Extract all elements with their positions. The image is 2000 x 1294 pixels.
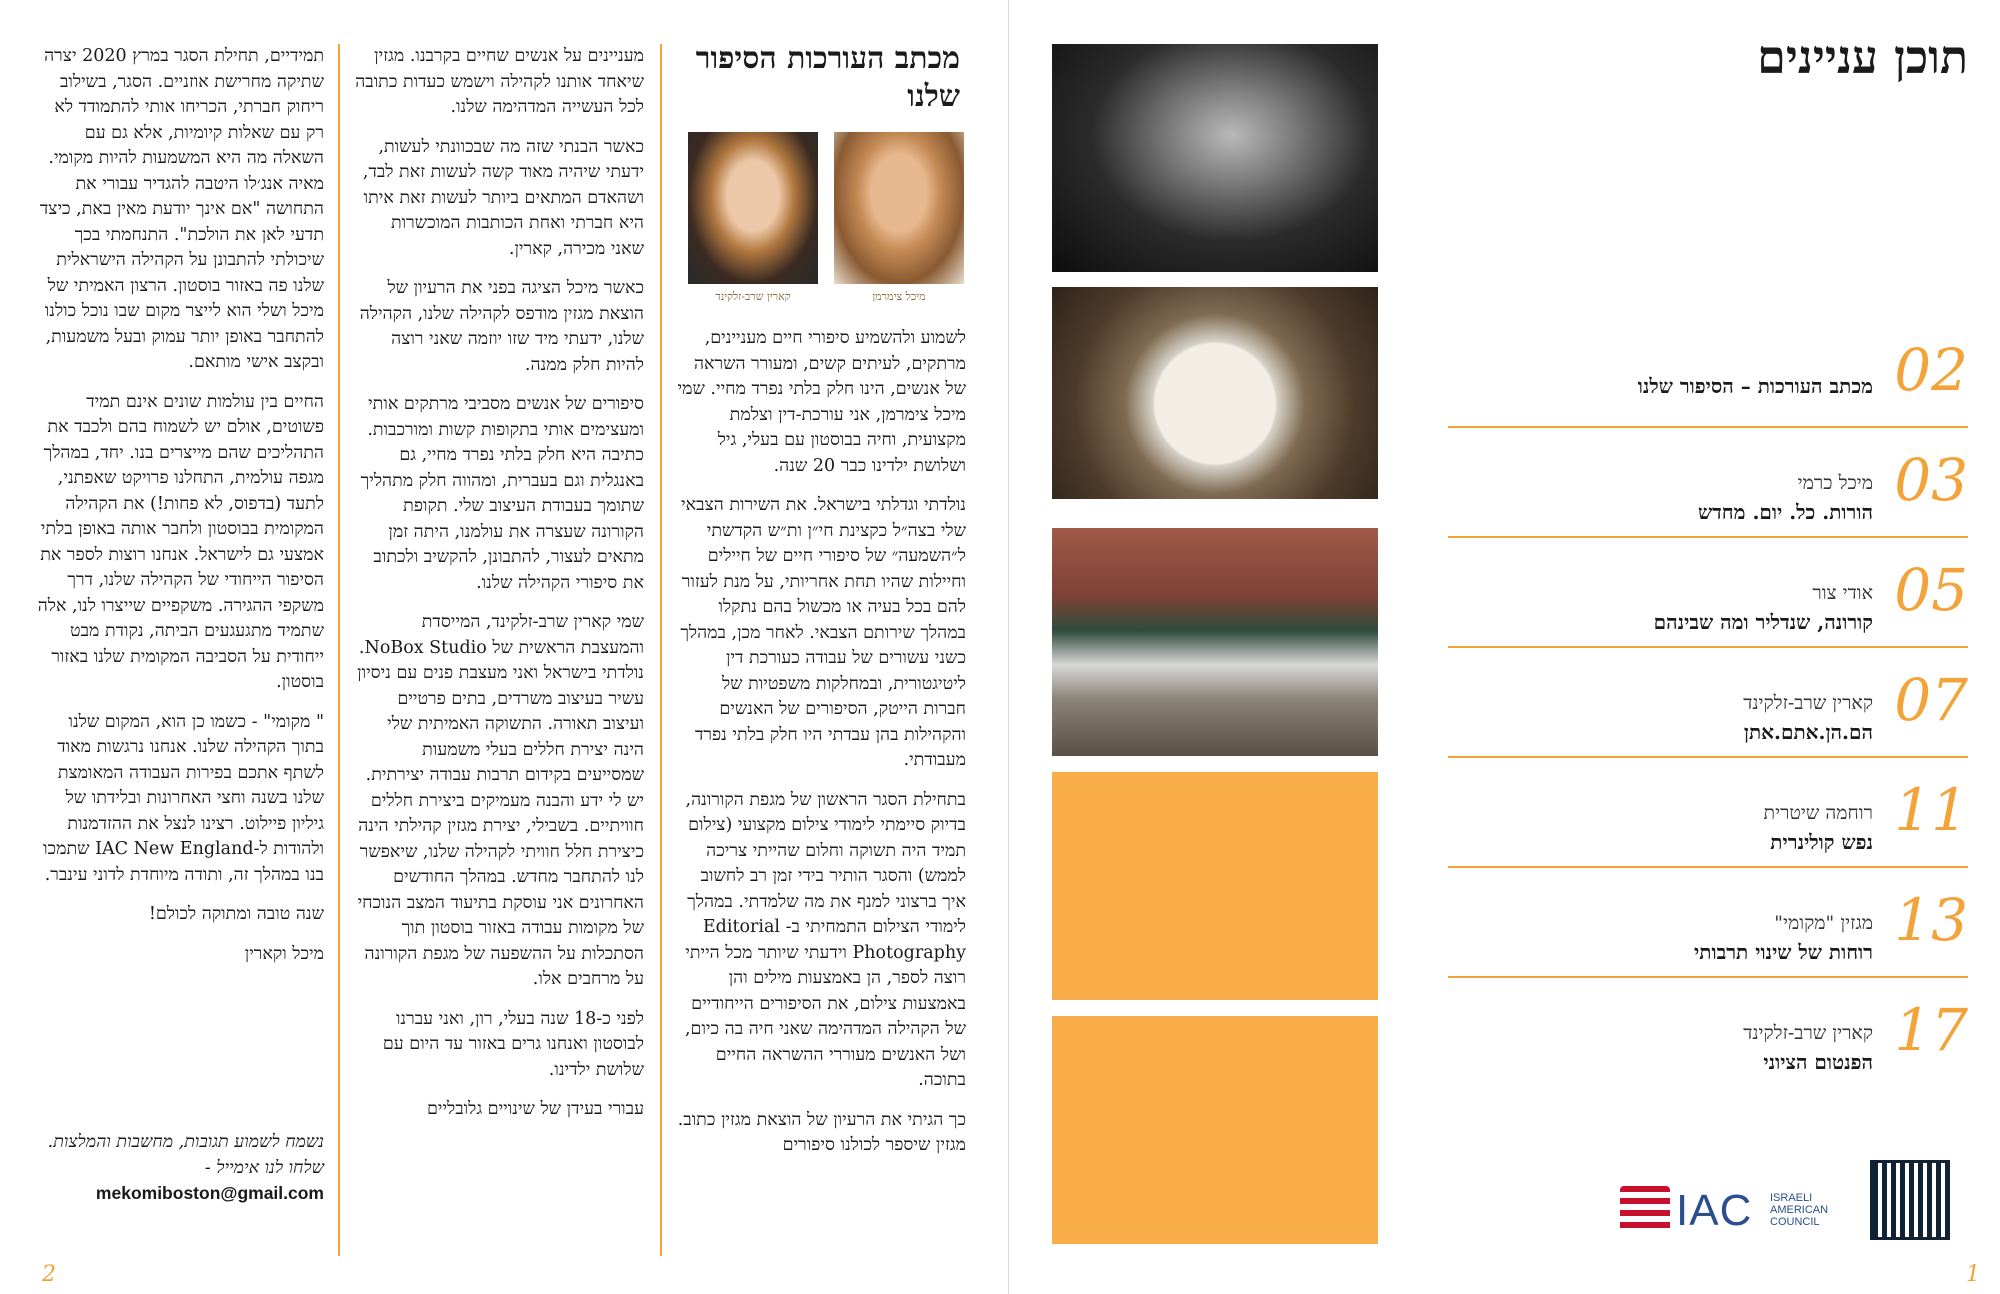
paragraph: בתחילת הסגר הראשון של מגפת הקורונה, בדיוק סיימתי לימודי צילום מקצועי (צילום תמיד היה תשוקה וחלום שהייתי צריכה לממש) והסגר הותיר בידי זמן רב לחשוב איך ברצוני למנף את מה שלמדתי. במהלך לימודי הצילום התמחיתי ב- Editorial Photography וידעתי שיותר מכל הייתי רוצה לספר, הן באמצעות מילים והן באמצעות צילום, את הסיפורים הייחודיים של הקהילה המדהימה שאני חיה בה כיום, ושל האנשים מעוררי ההשראה החיים בתוכה. — [684, 789, 966, 1090]
iac-logo: IAC ISRAELI AMERICAN COUNCIL — [1620, 1180, 1830, 1240]
feedback-note — [34, 1130, 324, 1207]
paragraph: נולדתי וגדלתי בישראל. את השירות הצבאי שלי בצה״ל כקצינת חי״ן ות״ש הקדשתי ל״השמעה״ של סיפורי חיים של חיילים וחיילות שהיו תחת אחריותי, על מנת לעזור להם בכל בעיה או מכשול בהם נתקלו במהלך שירותם הצבאי. לאחר מכן, במהלך כשני עשורים של עבודה כעורכת דין ליטיגטורית, ובמחלקות משפטיות של חברות הייטק, הסיפורים של האנשים והקהילות בהן עבדתי היו חלק בלתי נפרד מעבודתי. — [680, 495, 966, 770]
feedback-text: נשמח לשמוע תגובות, מחשבות והמלצות. שלחו לנו אימייל - — [47, 1132, 324, 1178]
toc-article-title: הורות. כל. יום. מחדש — [1698, 500, 1873, 524]
paragraph: מעניינים על אנשים שחיים בקרבנו. מגזין שיאחד אותנו לקהילה וישמש כעדות כתובה לכל העשייה המדהימה שלנו. — [355, 46, 644, 117]
toc-item[interactable] — [1448, 428, 1968, 538]
paragraph: עבורי בעידן של שינויים גלובליים — [426, 1099, 644, 1119]
toc-item[interactable] — [1448, 758, 1968, 868]
column-rule — [338, 44, 340, 1256]
editor-photo-michal — [834, 132, 964, 284]
toc-item[interactable] — [1448, 648, 1968, 758]
toc-title: תוכן עניינים — [1757, 30, 1968, 84]
paragraph: תמידיים, תחילת הסגר במרץ 2020 יצרה שתיקה מחרישת אוזניים. הסגר, בשילוב ריחוק חברתי, הכריחו אותי להתמודד לא רק עם שאלות קיומיות, אלא גם עם השאלה מה היא המשמעות להיות מקומי. מאיה אנג׳לו היטבה להגדיר עבורי את התחושה "אם אינך יודעת מאין באת, כיצד תדעי לאן את הולכת". התנחמתי בכך שיכולתי להתבונן על הקהילה הישראלית שלנו פה באזור בוסטון. הרצון האמיתי של מיכל ושלי הוא לייצר מקום שבו נוכל כולנו להתחבר באופן יותר עמוק ובעל משמעות, ובקצב אישי מותאם. — [39, 46, 324, 372]
toc-author: קארין שרב-זלקינד — [1743, 1022, 1873, 1044]
toc-page-number: 11 — [1894, 776, 1968, 844]
letter-title: מכתב העורכות הסיפור שלנו — [695, 41, 960, 114]
page-spine — [1008, 0, 1009, 1294]
toc-article-title: נפש קולינרית — [1770, 830, 1873, 854]
toc-page-number: 03 — [1894, 446, 1968, 514]
paragraph: סיפורים של אנשים מסביבי מרתקים אותי ומעצימים אותי בתקופות קשות ומורכבות. כתיבה היא חלק בלתי נפרד מחיי, גם באנגלית וגם בעברית, ומהווה חלק מתהליך שתומך בעבודת העיצוב שלי. תקופת הקורונה שעצרה את עולמנו, היתה זמן מתאים לעצור, להתבונן, להקשיב ולכתוב את סיפורי הקהילה שלנו. — [360, 394, 644, 593]
qr-code-icon[interactable] — [1870, 1160, 1950, 1240]
letter-column-2 — [354, 44, 644, 1137]
flag-icon — [1620, 1186, 1670, 1234]
letter-column-1 — [676, 326, 966, 1173]
food-photo — [1052, 287, 1378, 499]
paragraph: שנה טובה ומתוקה לכולם! — [148, 904, 324, 924]
paragraph: לשמוע ולהשמיע סיפורי חיים מעניינים, מרתקים, לעיתים קשים, ומעורר השראה של אנשים, הינו חלק בלתי נפרד מחיי. שמי מיכל צימרמן, אני עורכת-דין וצלמת מקצועית, וחיה בבוסטון עם בעלי, גיל ושלושת ילדינו כבר 20 שנה. — [677, 328, 966, 476]
page-number-right: 1 — [1966, 1262, 1980, 1287]
paragraph: כאשר מיכל הציגה בפני את הרעיון של הוצאת מגזין מודפס לקהילה שלנו, הקהילה שלנו, ידעתי מיד שזו יוזמה שאני רוצה להיות חלק ממנה. — [359, 278, 644, 375]
caption-michal: מיכל צימרמן — [872, 290, 926, 303]
toc-article-title: הפנטום הציוני — [1763, 1050, 1873, 1074]
paragraph: כך הגיתי את הרעיון של הוצאת מגזין כתוב. מגזין שיספר לכולנו סיפורים — [677, 1109, 966, 1155]
paragraph: " מקומי" - כשמו כן הוא, המקום שלנו בתוך הקהילה שלנו. אנחנו נרגשות מאוד לשתף אתכם בפירות העבודה המאומצת שלנו בשנה וחצי האחרונות ובלידתו של גיליון פיילוט. רצינו לנצל את ההזדמנות ולהודות ל-IAC New England שתמכו בנו במהלך זה, ותודה מיוחדת לדוני עינבר. — [43, 711, 324, 885]
toc-author: רוחמה שיטרית — [1763, 802, 1873, 824]
toc-article-title: רוחות של שינוי תרבותי — [1694, 940, 1873, 964]
toc-item[interactable] — [1448, 538, 1968, 648]
email-link[interactable]: mekomiboston@gmail.com — [95, 1183, 324, 1203]
toc-item[interactable] — [1448, 318, 1968, 428]
paragraph: החיים בין עולמות שונים אינם תמיד פשוטים, אולם יש לשמוח בהם ולכבד את התהליכים שהם מייצרים בנו. יחד, במהלך מגפה עולמית, התחלנו פרויקט שאפתני, לתעד (בדפוס, לא פחות!) את הקהילה המקומית בבוסטון ולחבר אותה באופן בלתי אמצעי גם לישראל. אנחנו רוצות לספר את הסיפור הייחודי של הקהילה שלנו, דרך משקפי ההגירה. משקפיים שייצרו לנו, אלה שתמיד מתגעגעים הביתה, נקודת מבט ייחודית על הסביבה המקומית שלנו באזור בוסטון. — [37, 391, 324, 692]
page-number-left: 2 — [42, 1262, 56, 1287]
toc-item[interactable] — [1448, 978, 1968, 1088]
toc-article-title: מכתב העורכות – הסיפור שלנו — [1637, 374, 1873, 398]
toc-page-number: 17 — [1894, 996, 1968, 1064]
toc-page-number: 07 — [1894, 666, 1968, 734]
toc-author: קארין שרב-זלקינד — [1743, 692, 1873, 714]
toc-author: אודי צור — [1812, 582, 1873, 604]
paragraph: כאשר הבנתי שזה מה שבכוונתי לעשות, ידעתי שיהיה מאוד קשה לעשות זאת לבד, ושהאדם המתאים ביותר לעשות זאת איתו היא חברתי ואחת הכותבות המוכשרות שאני מכירה, קארין. — [362, 136, 644, 259]
caption-karin: קארין שרב-זלקינד — [715, 290, 791, 303]
portrait-photo — [1052, 44, 1378, 272]
orange-block — [1052, 1016, 1378, 1244]
toc-page-number: 05 — [1894, 556, 1968, 624]
street-cafe-photo — [1052, 528, 1378, 756]
editor-photo-karin — [688, 132, 818, 284]
column-rule — [660, 44, 662, 1256]
toc-item[interactable] — [1448, 868, 1968, 978]
toc-page-number: 02 — [1894, 336, 1968, 404]
toc-article-title: קורונה, שנדליר ומה שבינהם — [1653, 610, 1873, 634]
signature: מיכל וקארין — [244, 943, 324, 964]
orange-block — [1052, 772, 1378, 1000]
toc-author: מגזין "מקומי" — [1774, 912, 1873, 934]
letter-column-3 — [34, 44, 324, 981]
paragraph: לפני כ-18 שנה בעלי, רון, ואני עברנו לבוסטון ואנחנו גרים באזור עד היום עם שלושת ילדינו. — [382, 1008, 644, 1080]
toc-article-title: הם.הן.אתם.אתן — [1743, 720, 1873, 744]
toc-author: מיכל כרמי — [1797, 472, 1873, 494]
toc-page-number: 13 — [1894, 886, 1968, 954]
paragraph: שמי קארין שרב-זלקינד, המייסדת והמעצבת הראשית של NoBox Studio. נולדתי בישראל ואני מעצבת פנים עם ניסיון עשיר בעיצוב משרדים, בתים פרטיים ועיצוב תאורה. התשוקה האמיתית שלי הינה יצירת חללים בעלי משמעות שמסייעים בקידום תרבות עבודה יצירתית. יש לי ידע והבנה מעמיקים ביצירת חללים חוויתיים. בשבילי, יצירת מגזין קהילתי הינה כיצירת חלל חוויתי לקהילה שלנו, שיאפשר לנו להתחבר מחדש. במהלך החודשים האחרונים אני עוסקת בתיעוד המצב הנוכחי של מקומות עבודה באזור בוסטון תוך הסתכלות על ההשפעה של מגפת הקורונה על מרחבים אלו. — [357, 612, 644, 989]
